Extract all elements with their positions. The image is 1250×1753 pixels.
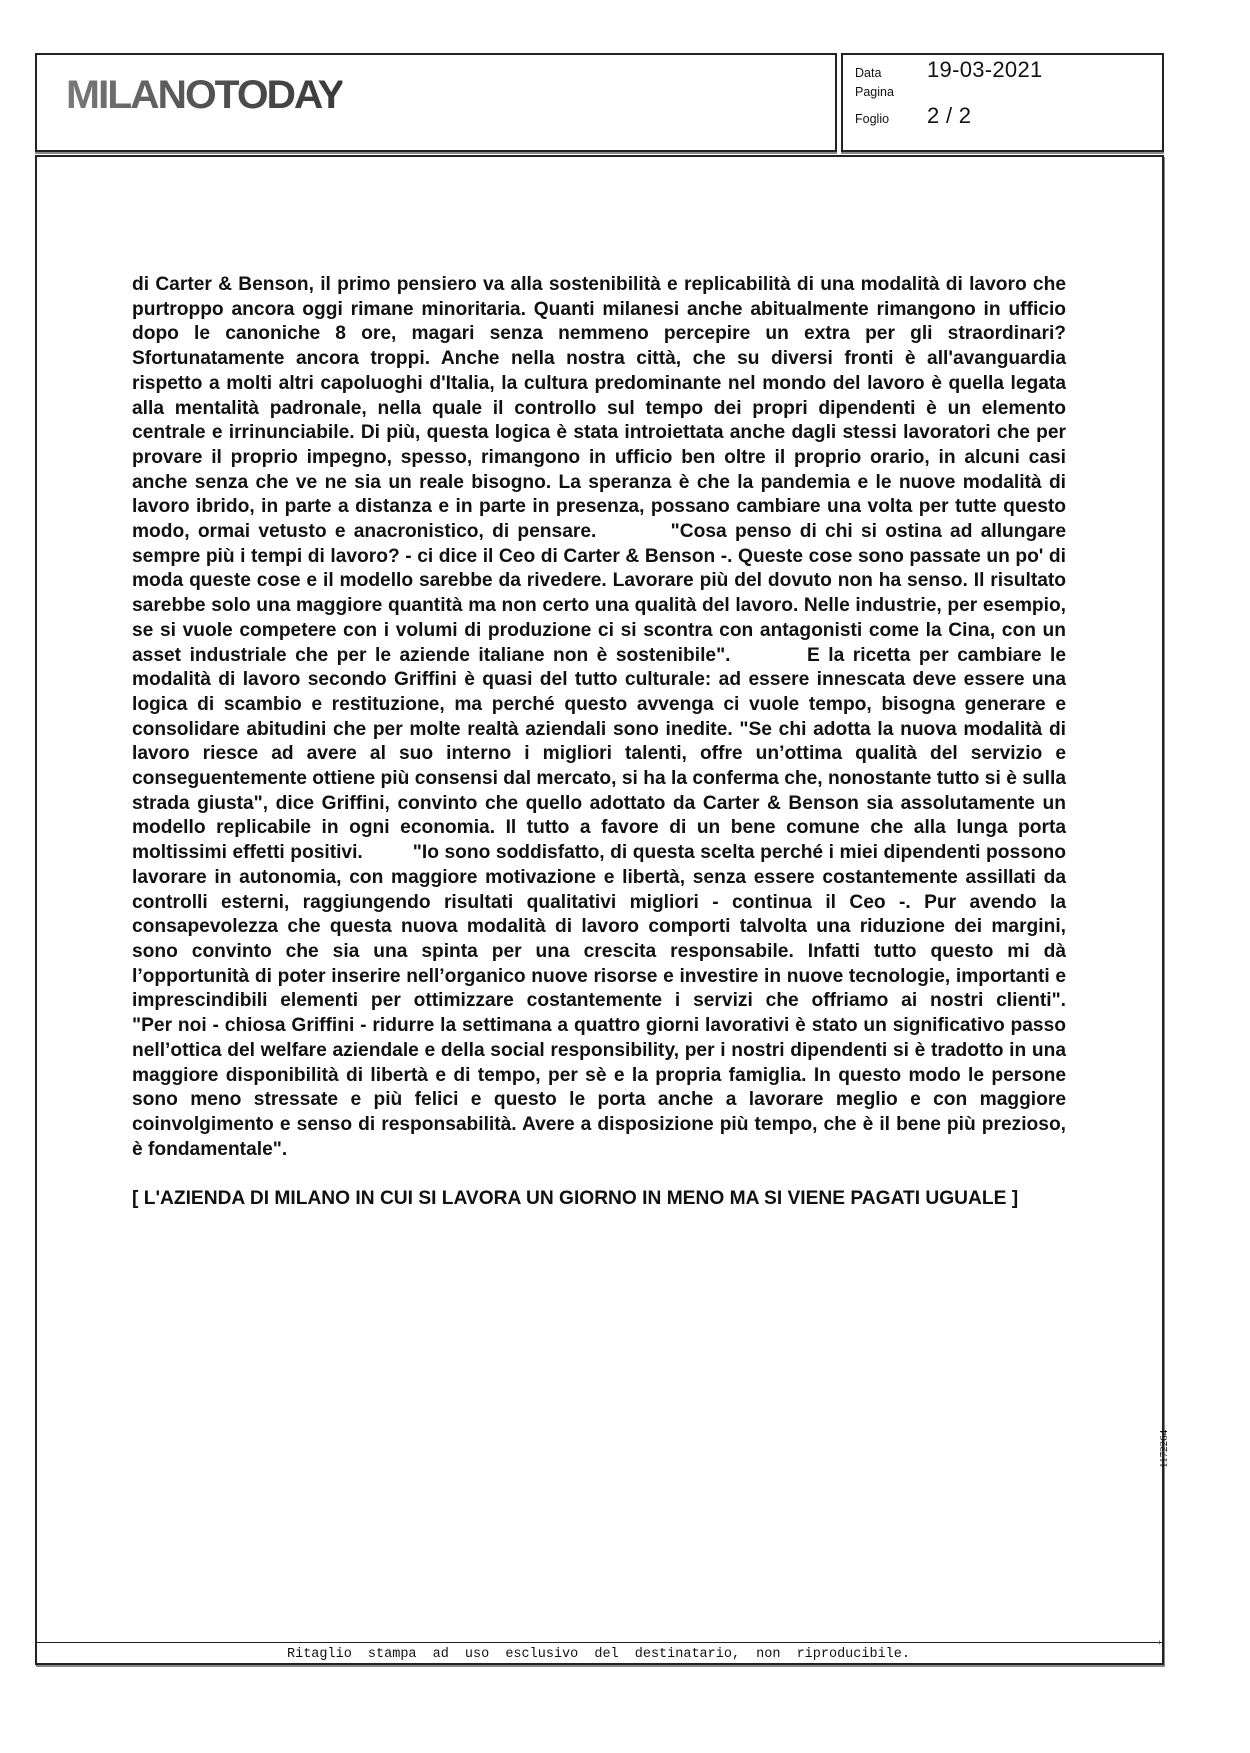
article-text: di Carter & Benson, il primo pensiero va alla sostenibilità e replicabilità di una modalità di lavoro che purtroppo ancora oggi rimane minoritaria. Quanti milanesi anche abitualmente rimangono in ufficio dopo le canoniche 8 ore, magari senza nemmeno percepire un extra per gli straordinari? Sfortunatamente ancora troppi. Anche nella nostra città, che su diversi fronti è all'avanguardia rispetto a molti altri capoluoghi d'Italia, la cultura predominante nel mondo del lavoro è quella legata alla mentalità padronale, nella quale il controllo sul tempo dei propri dipendenti è un elemento centrale e irrinunciabile. Di più, questa logica è stata introiettata anche dagli stessi lavoratori che per provare il proprio impegno, spesso, rimangono in ufficio ben oltre il proprio orario, in alcuni casi anche senza che ve ne sia un reale bisogno. La speranza è che la pandemia e le nuove modalità di lavoro ibrido, in parte a distanza e in parte in presenza, possano cambiare una volta per tutte questo modo, ormai vetusto e anacronistico, di pensare. "Cosa penso di chi si ostina ad allungare sempre più i tempi di lavoro? - ci dice il Ceo di Carter & Benson -. Queste cose sono passate un po' di moda queste cose e il modello sarebbe da rivedere. Lavorare più del dovuto non ha senso. Il risultato sarebbe solo una maggiore quantità ma non certo una qualità del lavoro. Nelle industrie, per esempio, se si vuole competere con i volumi di produzione ci si scontra con antagonisti come la Cina, con un asset industriale che per le aziende italiane non è sostenibile". E la ricetta per cambiare le modalità di lavoro secondo Griffini è quasi del tutto culturale: ad essere innescata deve essere una logica di scambio e restituzione, ma perché questo avvenga ci vuole tempo, bisogna generare e consolidare abitudini che per molte realtà aziendali sono inedite. "Se chi adotta la nuova modalità di lavoro riesce ad avere al suo interno i migliori talenti, offre un’ottima qualità del servizio e conseguentemente ottiene più consensi dal mercato, si ha la conferma che, nonostante tutto si è sulla strada giusta", dice Griffini, convinto che quello adottato da Carter & Benson sia assolutamente un modello replicabile in ogni economia. Il tutto a favore di un bene comune che alla lunga porta moltissimi effetti positivi. "Io sono soddisfatto, di questa scelta perché i miei dipendenti possono lavorare in autonomia, con maggiore motivazione e libertà, senza essere costantemente assillati da controlli esterni, raggiungendo risultati qualitativi migliori - continua il Ceo -. Pur avendo la consapevolezza che questa nuova modalità di lavoro comporti talvolta una riduzione dei margini, sono convinto che sia una spinta per una crescita responsabile. Infatti tutto questo mi dà l’opportunità di poter inserire nell’organico nuove risorse e investire in nuove tecnologie, importanti e imprescindibili elementi per ottimizzare costantemente i servizi che offriamo ai nostri clienti". "Per noi - chiosa Griffini - ridurre la settimana a quattro giorni lavorativi è stato un significativo passo nell’ottica del welfare aziendale e della social responsibility, per i nostri dipendenti si è tradotto in una maggiore disponibilità di libertà e di tempo, per sè e la propria famiglia. In questo modo le persone sono meno stressate e più felici e questo le porta anche a lavorare meglio e con maggiore coinvolgimento e senso di responsabilità. Avere a disposizione più tempo, che è il bene più prezioso, è fondamentale". [132, 274, 1114, 1160]
footer-disclaimer: Ritaglio stampa ad uso esclusivo del destinatario, non riproducibile. [287, 1647, 910, 1662]
article-headline: [ L'AZIENDA DI MILANO IN CUI SI LAVORA UN GIORNO IN MENO MA SI VIENE PAGATI UGUALE ] [132, 1188, 1019, 1209]
page-label: Pagina [855, 85, 894, 99]
article-body [132, 273, 1114, 1212]
sheet-label: Foglio [855, 112, 890, 126]
masthead-box [35, 53, 837, 152]
date-value: 19-03-2021 [927, 57, 1043, 82]
corner-mark: + [1157, 1638, 1162, 1647]
date-label: Data [855, 66, 882, 80]
clipping-info-box [841, 53, 1164, 152]
page-row [855, 85, 927, 99]
footer-divider [35, 1642, 1162, 1643]
sheet-row [855, 103, 971, 129]
milanotoday-logo: MILANOTODAY [66, 73, 343, 117]
date-row [855, 57, 1043, 83]
side-code: 1172264 [1158, 1429, 1170, 1468]
sheet-value: 2 / 2 [927, 103, 972, 128]
